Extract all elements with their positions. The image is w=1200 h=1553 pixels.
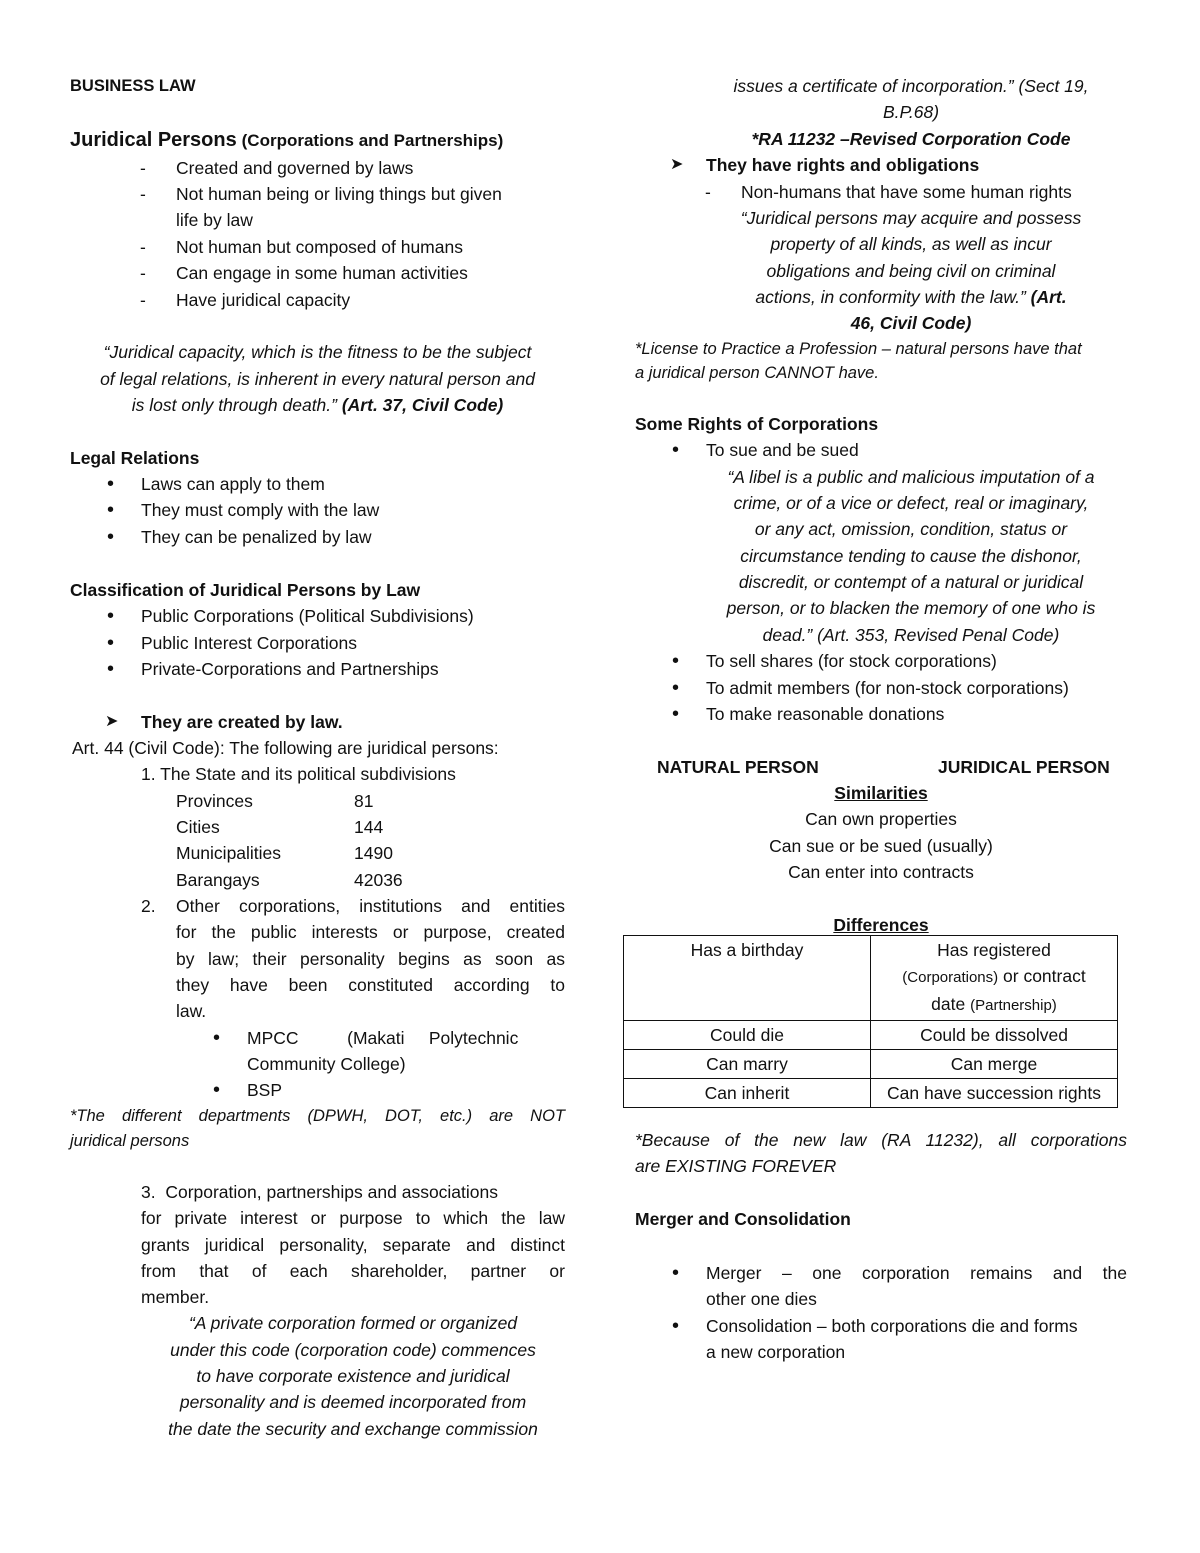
created-by-law: ➤ They are created by law.: [141, 709, 565, 735]
trait-item: - Not human but composed of humans: [176, 234, 565, 260]
art44-line: Art. 44 (Civil Code): The following are juridical persons:: [72, 738, 499, 758]
date-label: date: [931, 994, 971, 1014]
juridical-cell: Can have succession rights: [871, 1079, 1118, 1108]
quote-text: is lost only through death.”: [131, 395, 342, 415]
juridical-cell: Can merge: [871, 1050, 1118, 1079]
libel-quote-line: or any act, omission, condition, status or: [754, 519, 1068, 539]
subdivision-name: Barangays: [176, 870, 260, 890]
subdivision-count: 1490: [354, 843, 393, 863]
license-note: *License to Practice a Profession – natural persons have that: [635, 340, 1082, 358]
quote2-line: personality and is deemed incorporated from: [179, 1392, 527, 1412]
quote2-line: under this code (corporation code) commences: [170, 1340, 536, 1360]
subdivision-row: [176, 788, 565, 814]
list-item-3-line: grants juridical personality, separate and distinct: [141, 1235, 565, 1255]
merger-item-cont: other one dies: [706, 1289, 817, 1309]
libel-quote-line: “A libel is a public and malicious imputation of a: [727, 467, 1095, 487]
right-item: • To admit members (for non-stock corporations): [706, 675, 1127, 701]
quote3-line: property of all kinds, as well as incur: [770, 234, 1052, 254]
departments-note: juridical persons: [70, 1132, 190, 1150]
quote-citation: (Art. 37, Civil Code): [341, 395, 504, 415]
quote2-line: “A private corporation formed or organized: [188, 1313, 518, 1333]
corporations-label: (Corporations): [902, 969, 999, 986]
departments-note: *The different departments (DPWH, DOT, etc.) are NOT: [70, 1107, 565, 1125]
classification-item: • Private-Corporations and Partnerships: [141, 656, 565, 682]
classification-item: • Public Corporations (Political Subdivisions): [141, 603, 565, 629]
license-note: a juridical person CANNOT have.: [635, 364, 879, 382]
quote-line: [70, 392, 565, 418]
list-item-1: 1. The State and its political subdivisions: [141, 764, 456, 784]
non-humans-item: - Non-humans that have some human rights: [741, 179, 1127, 205]
juridical-cell: Could be dissolved: [871, 1021, 1118, 1050]
list-item-2-line: for the public interests or purpose, created: [176, 922, 565, 942]
example-item: • MPCC (Makati Polytechnic: [247, 1025, 543, 1051]
similarity-item: Can own properties: [805, 809, 957, 829]
quote2-cont: issues a certificate of incorporation.” (Sect 19,: [733, 76, 1089, 96]
quote-line: of legal relations, is inherent in every natural person and: [100, 369, 535, 389]
table-row: [624, 1050, 1118, 1079]
libel-quote-line: dead.” (Art. 353, Revised Penal Code): [762, 625, 1060, 645]
section-title: [70, 127, 565, 154]
quote3-text: actions, in conformity with the law.”: [755, 287, 1031, 307]
right-item: • To sell shares (for stock corporations): [706, 648, 1127, 674]
trait-item: - Not human being or living things but given: [176, 181, 565, 207]
title-main: Juridical Persons: [70, 129, 237, 151]
contract-label: or contract: [998, 966, 1086, 986]
quote3-line: “Juridical persons may acquire and possess: [740, 208, 1082, 228]
merger-item: • Merger – one corporation remains and the: [706, 1260, 1127, 1286]
similarity-item: Can enter into contracts: [788, 862, 974, 882]
list-item-3-line: 3. Corporation, partnerships and associations: [141, 1182, 499, 1202]
list-item-3-line: member.: [141, 1287, 210, 1307]
juridical-cell-line: [875, 963, 1113, 991]
rights-obligations: ➤ They have rights and obligations: [706, 152, 1127, 178]
natural-cell: Could die: [624, 1021, 871, 1050]
quote2-line: the date the security and exchange commission: [168, 1419, 538, 1439]
list-item-3-line: for private interest or purpose to which the law: [141, 1208, 565, 1228]
quote3-citation-cont: 46, Civil Code): [850, 313, 972, 333]
trait-item: - Can engage in some human activities: [176, 260, 565, 286]
title-sub: (Corporations and Partnerships): [241, 131, 504, 150]
quote2-cont: B.P.68): [882, 102, 940, 122]
doc-heading: BUSINESS LAW: [70, 77, 196, 95]
juridical-cell-line: [875, 991, 1113, 1019]
right-item: • To sue and be sued: [706, 437, 1127, 463]
subdivision-count: 42036: [354, 870, 403, 890]
similarity-item: Can sue or be sued (usually): [769, 836, 993, 856]
example-item: • BSP: [247, 1077, 565, 1103]
list-item-2-line: by law; their personality begins as soon as: [176, 949, 565, 969]
natural-cell: Can marry: [624, 1050, 871, 1079]
subdivision-count: 81: [354, 791, 374, 811]
quote3-line: [695, 284, 1127, 310]
list-number-2: 2.: [141, 896, 156, 916]
subdivision-name: Cities: [176, 817, 220, 837]
table-row: [624, 1079, 1118, 1108]
subdivision-name: Municipalities: [176, 843, 282, 863]
subdivision-row: [176, 867, 565, 893]
differences-title: Differences: [833, 915, 929, 935]
forever-note: *Because of the new law (RA 11232), all corporations: [635, 1130, 1127, 1150]
consolidation-item-cont: a new corporation: [706, 1342, 846, 1362]
juridical-cell: [871, 936, 1118, 1021]
trait-item: - Created and governed by laws: [176, 155, 565, 181]
natural-cell: Has a birthday: [624, 936, 871, 1021]
list-item-2-line: law.: [176, 1001, 207, 1021]
libel-quote-line: circumstance tending to cause the dishonor,: [740, 546, 1082, 566]
similarities-title: Similarities: [834, 783, 928, 803]
quote2-line: to have corporate existence and juridical: [196, 1366, 510, 1386]
natural-cell: Can inherit: [624, 1079, 871, 1108]
natural-person-header: NATURAL PERSON: [657, 757, 819, 777]
list-item-2-line: Other corporations, institutions and entities: [176, 896, 565, 916]
classification-item: • Public Interest Corporations: [141, 630, 565, 656]
subdivision-row: [176, 814, 565, 840]
quote3-line: obligations and being civil on criminal: [766, 261, 1056, 281]
ra-note: *RA 11232 –Revised Corporation Code: [751, 129, 1071, 149]
merger-title: Merger and Consolidation: [635, 1209, 851, 1229]
forever-note: are EXISTING FOREVER: [635, 1156, 837, 1176]
legal-relations-title: Legal Relations: [70, 448, 200, 468]
quote-line: “Juridical capacity, which is the fitness to be the subject: [103, 342, 532, 362]
consolidation-item: • Consolidation – both corporations die and forms: [706, 1313, 1127, 1339]
trait-item-cont: life by law: [176, 210, 253, 230]
list-item-2-line: they have been constituted according to: [176, 975, 565, 995]
subdivision-row: [176, 840, 565, 866]
legal-relation-item: • Laws can apply to them: [141, 471, 565, 497]
list-item-3-line: from that of each shareholder, partner or: [141, 1261, 565, 1281]
subdivision-name: Provinces: [176, 791, 253, 811]
classification-title: Classification of Juridical Persons by Law: [70, 580, 421, 600]
rights-title: Some Rights of Corporations: [635, 414, 879, 434]
legal-relation-item: • They must comply with the law: [141, 497, 565, 523]
libel-quote-line: crime, or of a vice or defect, real or imaginary,: [733, 493, 1089, 513]
right-item: • To make reasonable donations: [706, 701, 1127, 727]
differences-table: [623, 935, 1118, 1108]
partnership-label: (Partnership): [970, 997, 1057, 1014]
libel-quote-line: person, or to blacken the memory of one who is: [726, 598, 1096, 618]
juridical-person-header: JURIDICAL PERSON: [938, 757, 1110, 777]
example-item-cont: Community College): [247, 1054, 406, 1074]
subdivision-count: 144: [354, 817, 384, 837]
juridical-cell-line: Has registered: [937, 940, 1051, 960]
table-row: [624, 1021, 1118, 1050]
trait-item: - Have juridical capacity: [176, 287, 565, 313]
quote3-citation: (Art.: [1030, 287, 1067, 307]
table-row: [624, 936, 1118, 1021]
libel-quote-line: discredit, or contempt of a natural or juridical: [738, 572, 1084, 592]
legal-relation-item: • They can be penalized by law: [141, 524, 565, 550]
